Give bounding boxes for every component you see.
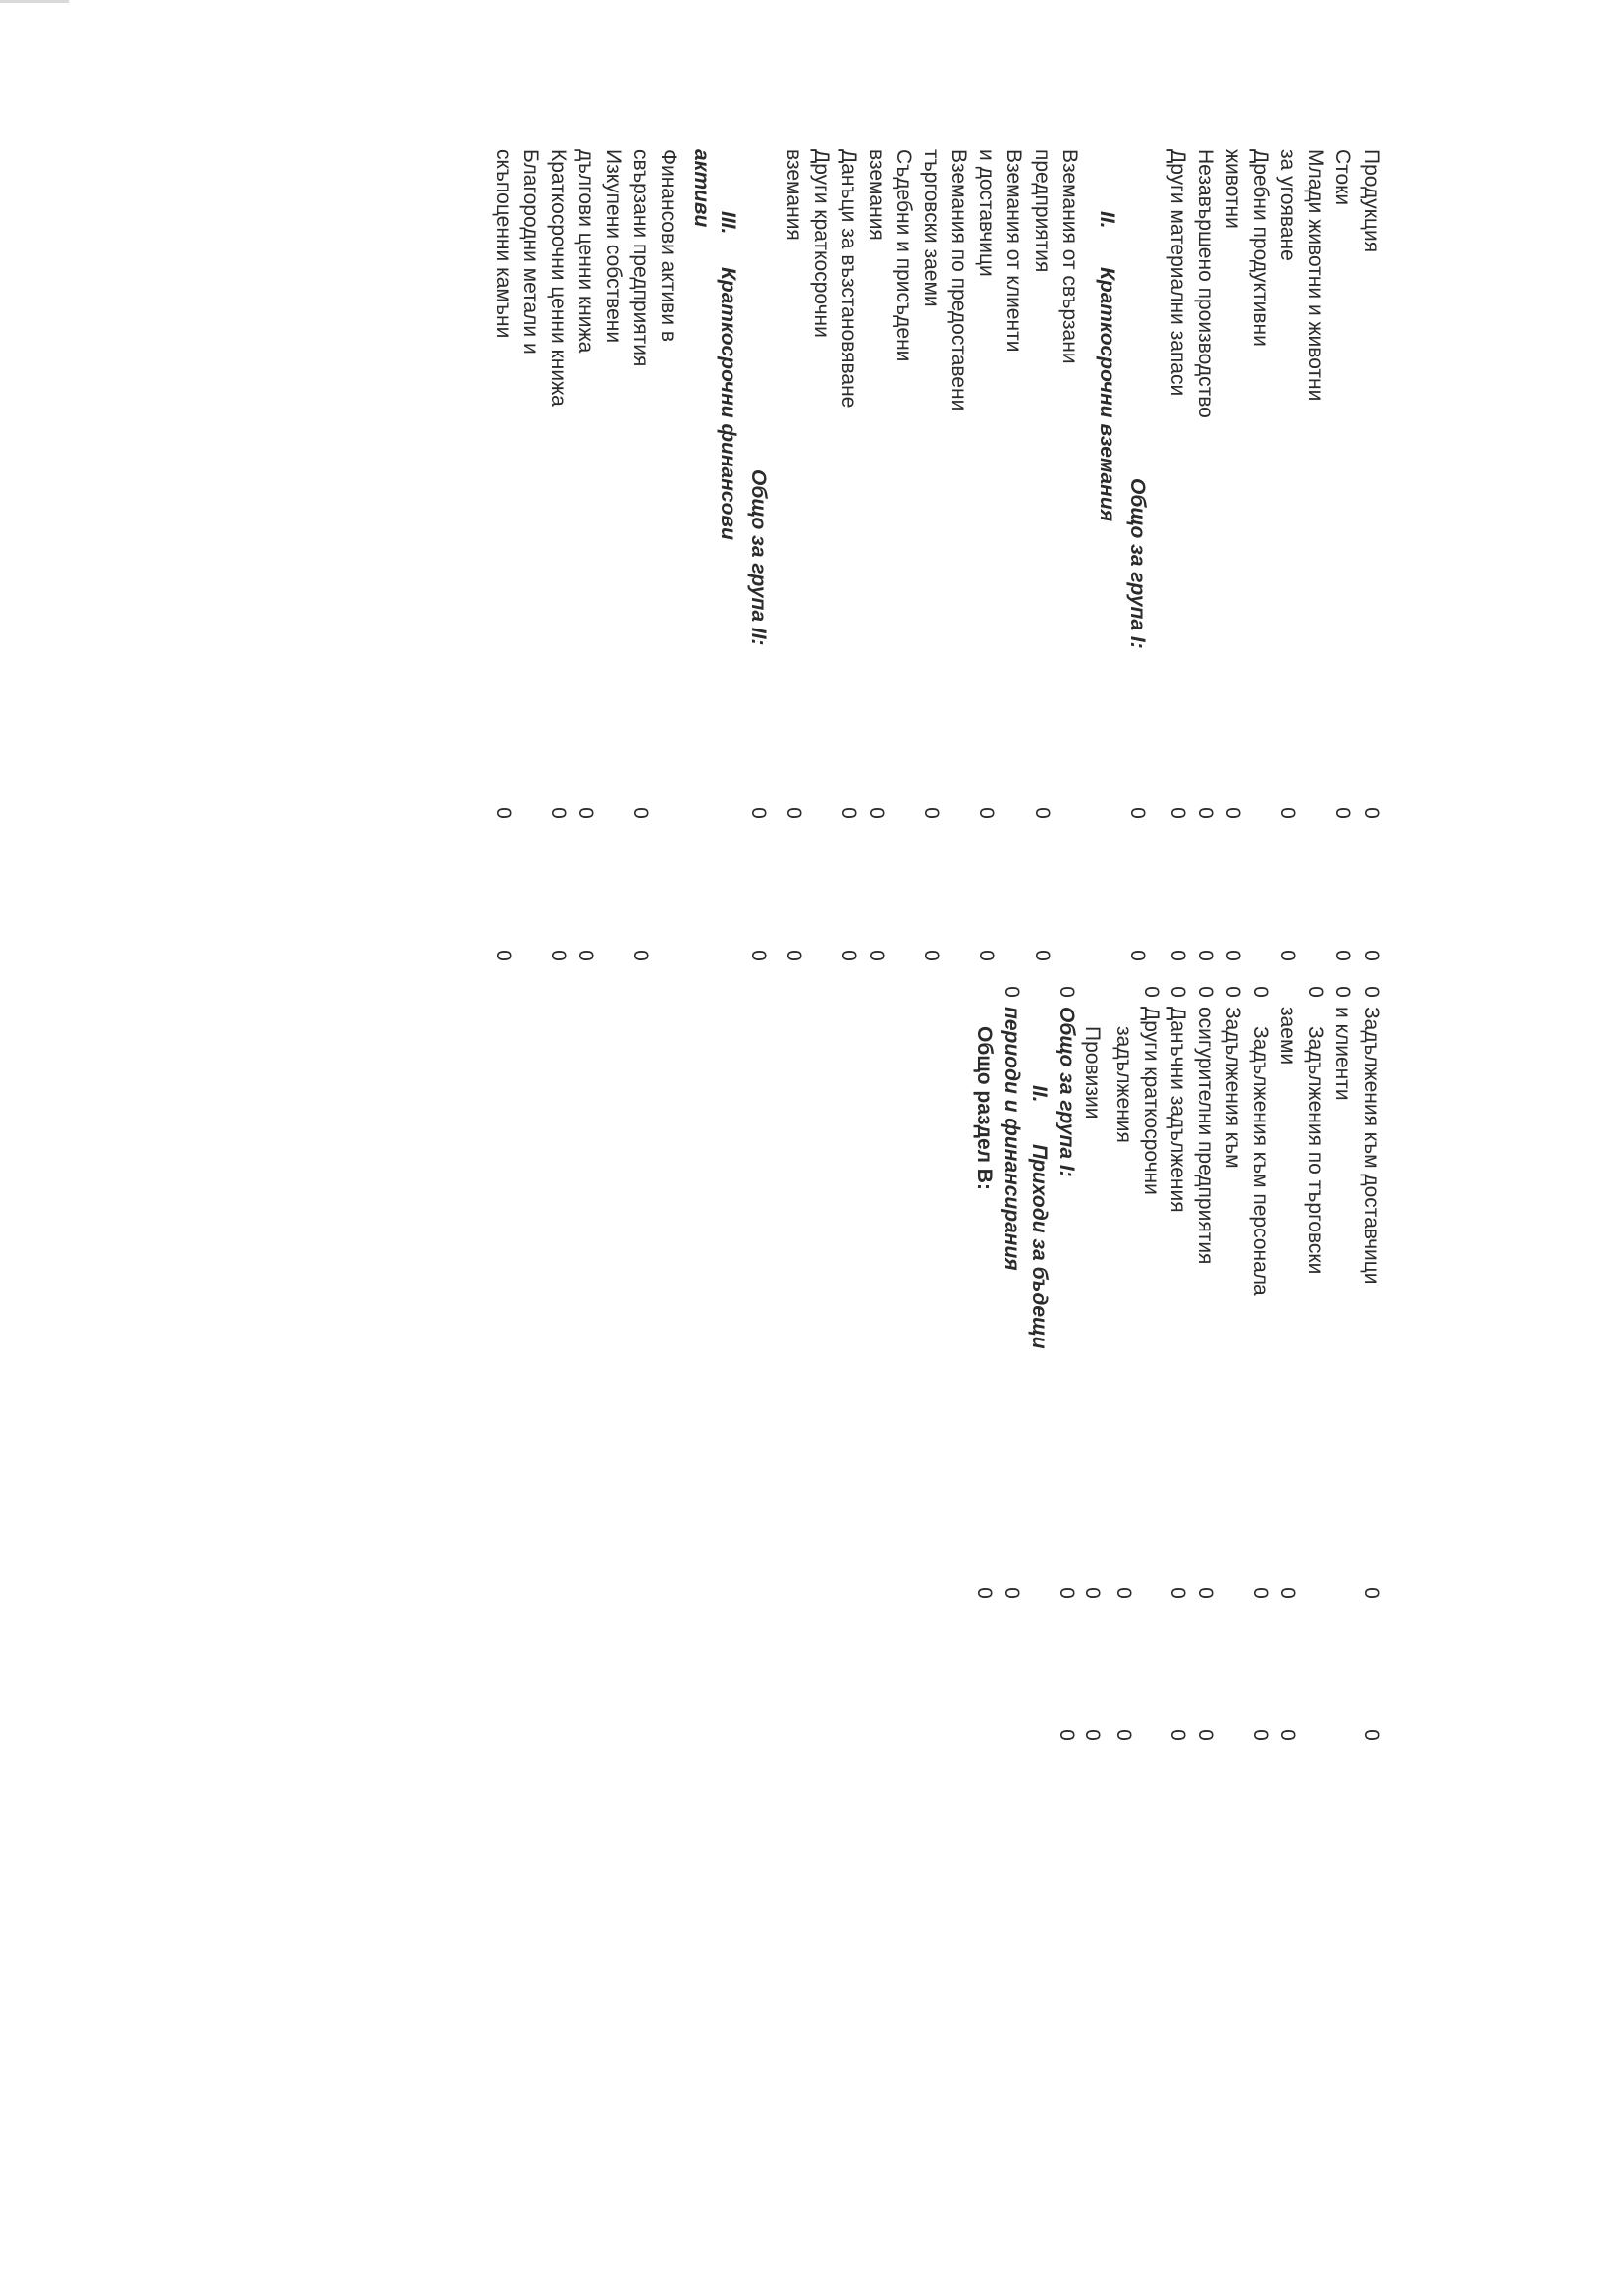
asset-value: 0 bbox=[1126, 950, 1149, 961]
asset-value: 0 bbox=[1331, 950, 1354, 961]
asset-item-label: търговски заеми bbox=[920, 149, 943, 307]
asset-item-label: Краткосрочни ценни книжа bbox=[547, 149, 569, 407]
liability-item-label: Задължения към доставчици bbox=[1360, 1007, 1382, 1285]
liability-left-zero: 0 bbox=[1331, 986, 1354, 998]
liability-group-2-zero: 0 bbox=[1001, 986, 1023, 998]
asset-value: 0 bbox=[747, 950, 770, 961]
asset-value: 0 bbox=[1331, 807, 1354, 819]
asset-item-label: Данъци за възстановяване bbox=[838, 149, 860, 409]
asset-value: 0 bbox=[547, 807, 569, 819]
asset-item-label: Продукция bbox=[1360, 149, 1382, 253]
asset-group-2-total-label: Общо за група II: bbox=[747, 469, 770, 646]
asset-item-label: Вземания от свързани bbox=[1058, 149, 1081, 364]
asset-value: 0 bbox=[1360, 807, 1382, 819]
asset-value: 0 bbox=[629, 807, 652, 819]
asset-item-label: Вземания по предоставени bbox=[947, 149, 970, 411]
liability-group-2-title: Приходи за бъдещи bbox=[1028, 1144, 1051, 1349]
liability-item-label: Данъчни задължения bbox=[1166, 1007, 1189, 1213]
liability-item-label: Други краткосрочни bbox=[1140, 1007, 1163, 1195]
asset-value: 0 bbox=[1166, 807, 1189, 819]
asset-item-label: вземания bbox=[865, 149, 888, 241]
asset-value: 0 bbox=[838, 807, 860, 819]
liability-item-label: осигурителни предприятия bbox=[1194, 1007, 1217, 1265]
asset-item-label: Съдебни и присъдени bbox=[893, 149, 915, 362]
asset-value: 0 bbox=[920, 950, 943, 961]
liability-value: 0 bbox=[1276, 1729, 1299, 1741]
liability-value: 0 bbox=[1081, 1587, 1104, 1599]
asset-item-label: дългови ценни книжа bbox=[574, 149, 597, 354]
liability-left-zero: 0 bbox=[1249, 986, 1272, 998]
asset-item-label: свързани предприятия bbox=[629, 149, 652, 367]
asset-item-label: вземания bbox=[783, 149, 805, 241]
liability-left-zero: 0 bbox=[1194, 986, 1217, 998]
asset-value: 0 bbox=[747, 807, 770, 819]
asset-value: 0 bbox=[783, 950, 805, 961]
asset-value: 0 bbox=[838, 950, 860, 961]
liability-left-zero: 0 bbox=[1166, 986, 1189, 998]
asset-value: 0 bbox=[865, 807, 888, 819]
liability-value: 0 bbox=[1249, 1587, 1272, 1599]
asset-value: 0 bbox=[975, 807, 998, 819]
liability-value: 0 bbox=[1056, 1587, 1078, 1599]
asset-item-label: Други материални запаси bbox=[1166, 149, 1189, 397]
asset-value: 0 bbox=[1276, 807, 1299, 819]
liability-value: 0 bbox=[1194, 1587, 1217, 1599]
asset-value: 0 bbox=[1031, 950, 1054, 961]
liability-item-label: Задължения по търговски bbox=[1304, 1026, 1326, 1275]
liability-left-zero: 0 bbox=[1360, 986, 1382, 998]
liability-value: 0 bbox=[1249, 1729, 1272, 1741]
asset-item-label: Дребни продуктивни bbox=[1249, 149, 1272, 347]
asset-value: 0 bbox=[629, 950, 652, 961]
asset-item-label: Млади животни и животни bbox=[1304, 149, 1326, 402]
asset-value: 0 bbox=[920, 807, 943, 819]
asset-value: 0 bbox=[1276, 950, 1299, 961]
asset-value: 0 bbox=[574, 807, 597, 819]
liability-item-label: Задължения към bbox=[1221, 1007, 1244, 1169]
asset-value: 0 bbox=[1194, 950, 1217, 961]
asset-value: 0 bbox=[492, 950, 514, 961]
asset-value: 0 bbox=[865, 950, 888, 961]
liability-item-label: задължения bbox=[1112, 1026, 1135, 1143]
liability-group-2-title-cont: периоди и финансирания bbox=[1001, 1007, 1023, 1271]
asset-value: 0 bbox=[783, 807, 805, 819]
liability-value: 0 bbox=[1056, 1729, 1078, 1741]
asset-group-2-title: Краткосрочни вземания bbox=[1096, 267, 1118, 522]
liability-value: 0 bbox=[1276, 1587, 1299, 1599]
liability-value: 0 bbox=[1360, 1587, 1382, 1599]
liability-value: 0 bbox=[1112, 1729, 1135, 1741]
asset-value: 0 bbox=[1126, 807, 1149, 819]
asset-item-label: предприятия bbox=[1031, 149, 1054, 273]
asset-value: 0 bbox=[1360, 950, 1382, 961]
asset-value: 0 bbox=[574, 950, 597, 961]
asset-value: 0 bbox=[1031, 807, 1054, 819]
asset-item-label: и доставчици bbox=[975, 149, 998, 277]
liability-value: 0 bbox=[1112, 1587, 1135, 1599]
liability-left-zero: 0 bbox=[1221, 986, 1244, 998]
liability-value: 0 bbox=[1081, 1729, 1104, 1741]
asset-group-3-roman: III. bbox=[717, 211, 739, 235]
asset-value: 0 bbox=[1221, 950, 1244, 961]
liability-value: 0 bbox=[973, 1587, 996, 1599]
liability-section-total-label: Общо раздел В: bbox=[973, 1026, 996, 1190]
asset-item-label: Незавършено производство bbox=[1194, 149, 1217, 418]
liability-group-1-total-label: Общо за група I: bbox=[1056, 1007, 1078, 1177]
asset-item-label: Вземания от клиенти bbox=[1002, 149, 1025, 353]
asset-item-label: Други краткосрочни bbox=[810, 149, 833, 338]
liability-value: 0 bbox=[1194, 1729, 1217, 1741]
liability-item-label: Провизии bbox=[1081, 1026, 1104, 1120]
asset-value: 0 bbox=[1194, 807, 1217, 819]
liability-item-label: Задължения към персонала bbox=[1249, 1026, 1272, 1296]
liability-item-label: заеми bbox=[1276, 1007, 1299, 1066]
asset-item-label: Финансови активи в bbox=[657, 149, 679, 343]
asset-group-2-roman: II. bbox=[1096, 211, 1118, 229]
asset-group-1-total-label: Общо за група I: bbox=[1126, 478, 1149, 649]
liability-value: 0 bbox=[1360, 1729, 1382, 1741]
asset-value: 0 bbox=[547, 950, 569, 961]
liability-group-1-total-zero: 0 bbox=[1056, 986, 1078, 998]
asset-item-label: животни bbox=[1221, 149, 1244, 229]
asset-group-3-title-cont: активи bbox=[690, 149, 713, 228]
asset-value: 0 bbox=[1166, 950, 1189, 961]
liability-group-2-roman: II. bbox=[1028, 1085, 1051, 1103]
liability-value: 0 bbox=[1166, 1729, 1189, 1741]
asset-item-label: Стоки bbox=[1331, 149, 1354, 206]
asset-item-label: за угояване bbox=[1276, 149, 1299, 261]
liability-value: 0 bbox=[1001, 1587, 1023, 1599]
asset-group-3-title: Краткосрочни финансови bbox=[717, 267, 739, 540]
liability-left-zero: 0 bbox=[1140, 986, 1163, 998]
asset-item-label: скъпоценни камъни bbox=[492, 149, 514, 339]
asset-value: 0 bbox=[492, 807, 514, 819]
asset-item-label: Благородни метали и bbox=[519, 149, 542, 355]
asset-value: 0 bbox=[1221, 807, 1244, 819]
liability-item-label: и клиенти bbox=[1331, 1007, 1354, 1101]
liability-left-zero: 0 bbox=[1304, 986, 1326, 998]
liability-value: 0 bbox=[1166, 1587, 1189, 1599]
asset-value: 0 bbox=[975, 950, 998, 961]
asset-item-label: Изкупени собствени bbox=[602, 149, 624, 344]
